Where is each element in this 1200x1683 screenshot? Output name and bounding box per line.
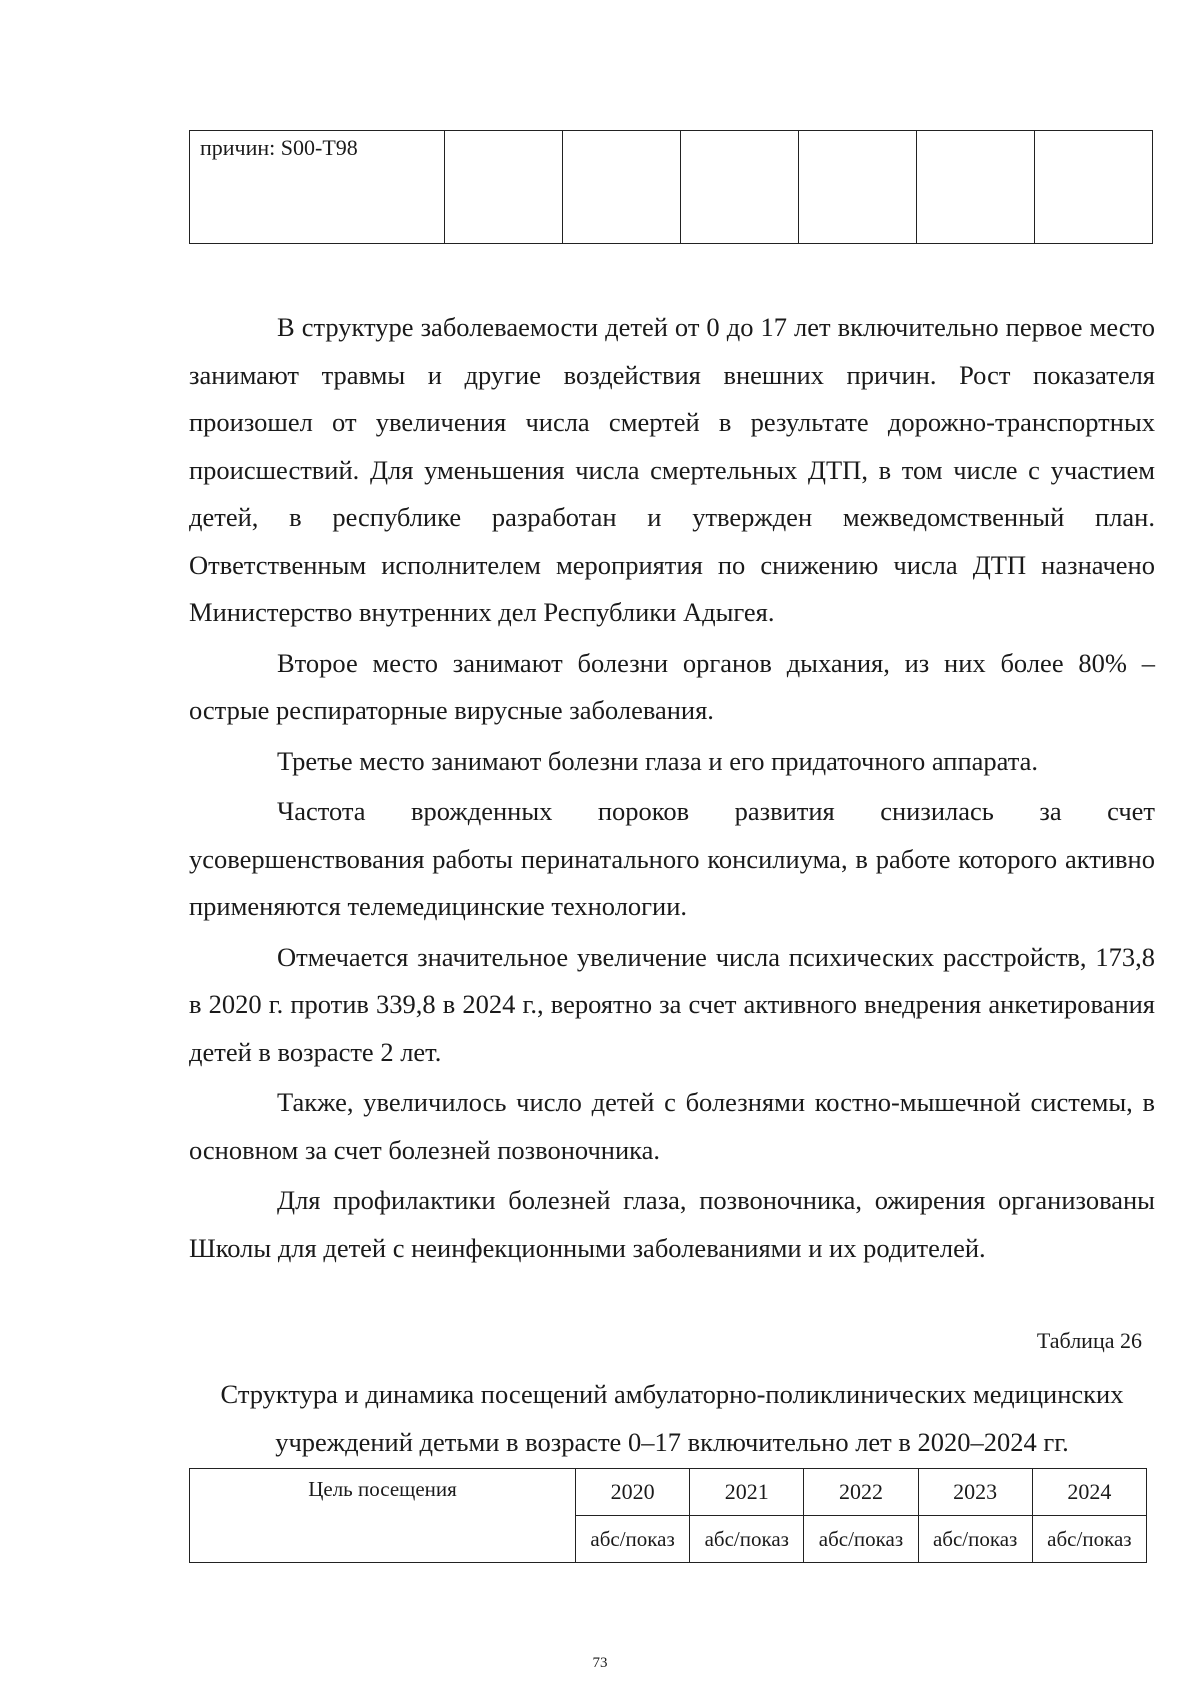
table-cell-cause: причин: S00-T98 [190, 131, 445, 244]
header-unit: абс/показ [918, 1516, 1032, 1563]
table-cell [799, 131, 917, 244]
paragraph-congenital-defects: Частота врожденных пороков развития снизилась за счет усовершенствования работы перинатального консилиума, в работе которого активно применяются телемедицинские технологии. [189, 796, 1155, 921]
table-cell [1035, 131, 1153, 244]
table-title-line: Структура и динамика посещений амбулаторно-поликлинических медицинских [220, 1379, 1124, 1409]
table-number-label: Таблица 26 [1036, 1328, 1142, 1353]
header-unit: абс/показ [576, 1516, 690, 1563]
header-year: 2022 [804, 1469, 918, 1516]
header-goal: Цель посещения [190, 1469, 576, 1563]
header-unit: абс/показ [1032, 1516, 1146, 1563]
continued-table [189, 130, 1153, 244]
header-year: 2021 [690, 1469, 804, 1516]
paragraph-mental-disorders: Отмечается значительное увеличение числа психических расстройств, 173,8 в 2020 г. против 339,8 в 2024 г., вероятно за счет активного внедрения анкетирования детей в возрасте 2 лет. [189, 941, 1155, 1067]
paragraph-respiratory: Второе место занимают болезни органов дыхания, из них более 80% – острые респираторные вирусные заболевания. [189, 647, 1155, 725]
table-cell [445, 131, 563, 244]
table-cell [917, 131, 1035, 244]
header-year: 2020 [576, 1469, 690, 1516]
visits-table [189, 1468, 1147, 1563]
header-year: 2024 [1032, 1469, 1146, 1516]
table-title [189, 1370, 1155, 1466]
table-header-row [190, 1469, 1147, 1516]
table-title-line: учреждений детьми в возрасте 0–17 включительно лет в 2020–2024 гг. [275, 1427, 1069, 1457]
table-cell [563, 131, 681, 244]
header-year: 2023 [918, 1469, 1032, 1516]
table-cell [681, 131, 799, 244]
paragraph-prevention-schools: Для профилактики болезней глаза, позвоночника, ожирения организованы Школы для детей с неинфекционными заболеваниями и их родителей. [189, 1185, 1155, 1263]
page-number: 73 [592, 1655, 608, 1671]
body-text [189, 304, 1155, 1272]
paragraph-morbidity-structure: В структуре заболеваемости детей от 0 до 17 лет включительно первое место занимают травмы и другие воздействия внешних причин. Рост показателя произошел от увеличения числа смертей в результате дорожно-транспортных происшествий. Для уменьшения числа смертельных ДТП, в том числе с участием детей, в республике разработан и утвержден межведомственный план. Ответственным исполнителем мероприятия по снижению числа ДТП назначено Министерство внутренних дел Республики Адыгея. [189, 312, 1155, 627]
header-unit: абс/показ [690, 1516, 804, 1563]
table-row [190, 131, 1153, 244]
paragraph-eye-diseases: Третье место занимают болезни глаза и его придаточного аппарата. [277, 745, 1039, 776]
header-unit: абс/показ [804, 1516, 918, 1563]
paragraph-musculoskeletal: Также, увеличилось число детей с болезнями костно-мышечной системы, в основном за счет болезней позвоночника. [189, 1087, 1155, 1165]
